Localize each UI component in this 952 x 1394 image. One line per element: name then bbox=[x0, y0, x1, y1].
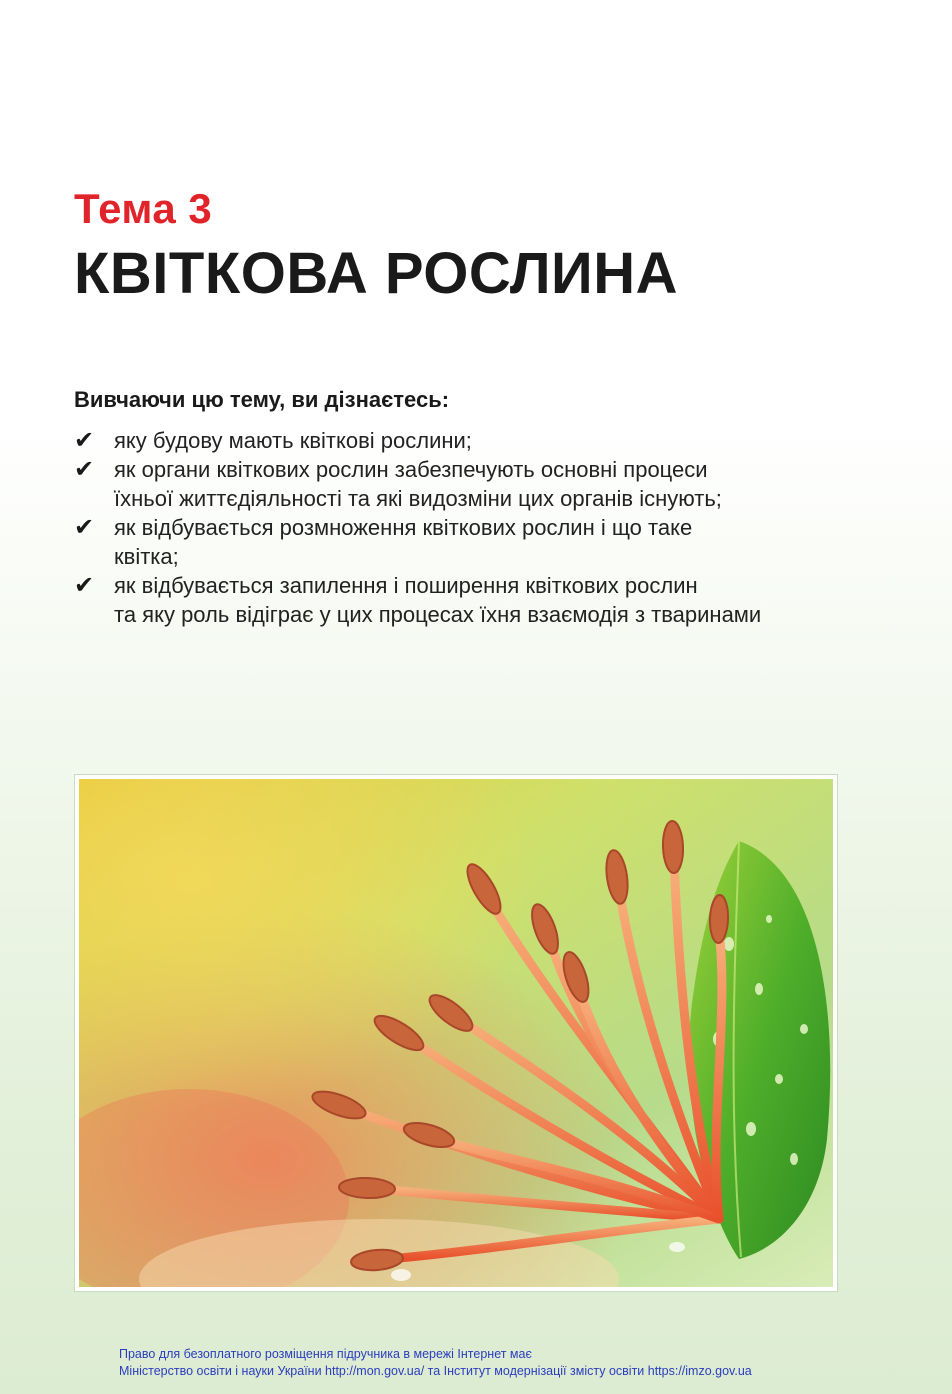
objectives-intro: Вивчаючи цю тему, ви дізнаєтесь: bbox=[74, 387, 450, 412]
photo-frame bbox=[74, 774, 838, 1292]
flower-photo bbox=[79, 779, 833, 1287]
copyright-footer bbox=[119, 1346, 752, 1380]
list-item bbox=[74, 455, 874, 513]
checkmark-icon: ✔ bbox=[74, 456, 95, 483]
checkmark-icon: ✔ bbox=[74, 514, 95, 541]
list-item-text: як органи квіткових рослин забезпечують основні процеси bbox=[114, 457, 708, 482]
list-item bbox=[74, 426, 874, 455]
footer-line: Право для безоплатного розміщення підручника в мережі Інтернет має bbox=[119, 1347, 532, 1361]
footer-line: Міністерство освіти і науки України http://mon.gov.ua/ та Інститут модернізації змісту освіти https://imzo.gov.ua bbox=[119, 1364, 752, 1378]
list-item-text: квітка; bbox=[114, 544, 179, 569]
list-item-text: яку будову мають квіткові рослини; bbox=[114, 428, 472, 453]
list-item-text: та яку роль відіграє у цих процесах їхня взаємодія з тваринами bbox=[114, 602, 762, 627]
page-title: КВІТКОВА РОСЛИНА bbox=[74, 241, 678, 306]
list-item-text: їхньої життєдіяльності та які видозміни цих органів існують; bbox=[114, 486, 722, 511]
list-item-text: як відбувається розмноження квіткових рослин і що таке bbox=[114, 515, 693, 540]
checkmark-icon: ✔ bbox=[74, 572, 95, 599]
topic-label: Тема 3 bbox=[74, 185, 213, 232]
checkmark-icon: ✔ bbox=[74, 427, 95, 454]
list-item bbox=[74, 571, 874, 629]
objectives-list bbox=[74, 426, 874, 629]
list-item-text: як відбувається запилення і поширення квіткових рослин bbox=[114, 573, 698, 598]
list-item bbox=[74, 513, 874, 571]
